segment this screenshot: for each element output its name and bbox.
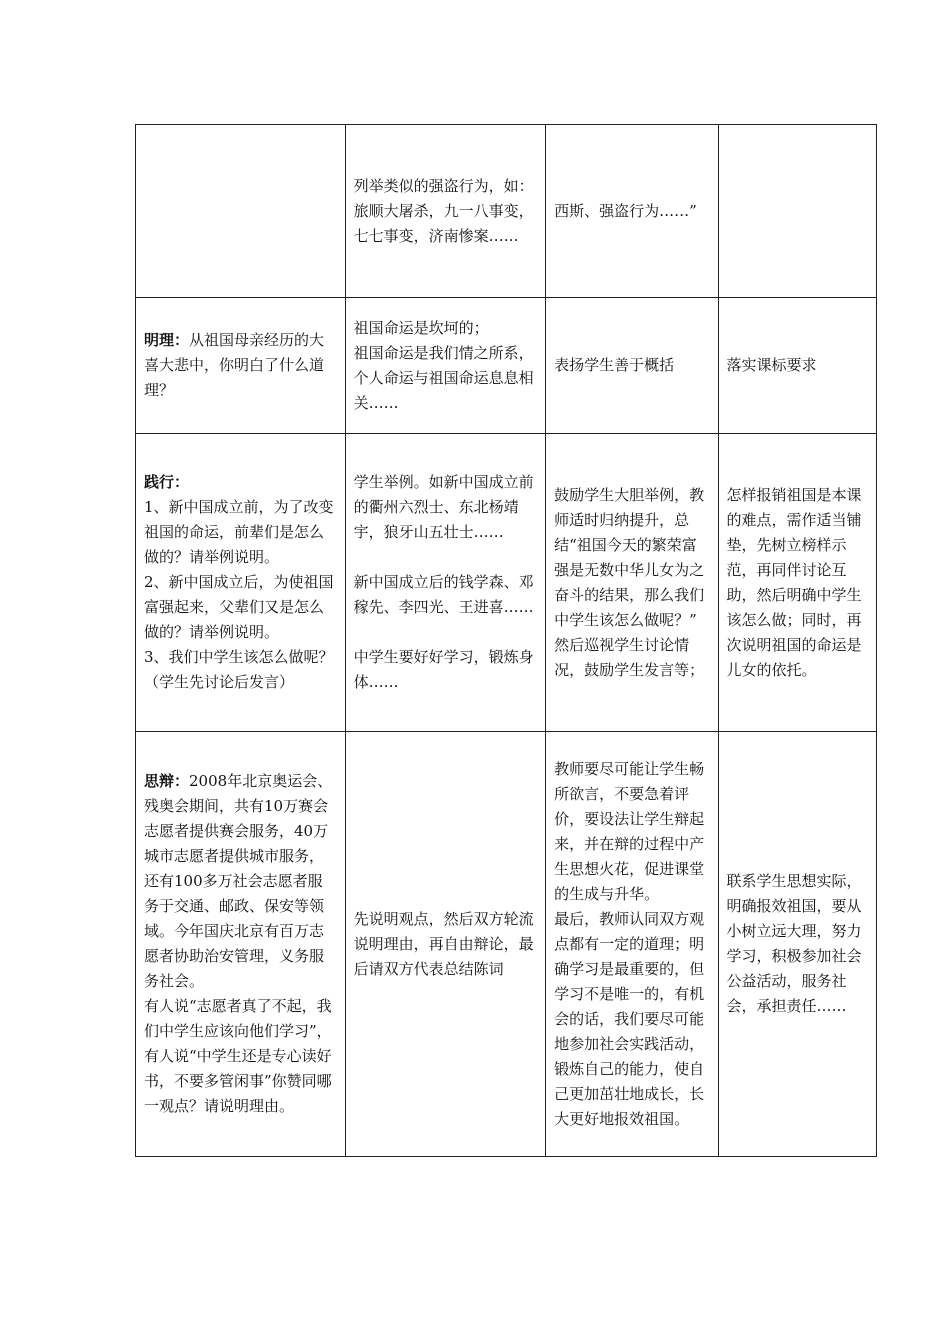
cell-text: 2008年北京奥运会、残奥会期间，共有10万赛会志愿者提供赛会服务，40万城市志愿者提供城市服务，还有100多万社会志愿者服务于交通、邮政、保安等领域。今年国庆北京有百万志愿者协助治安管理，义务服务社会。 <box>144 772 333 990</box>
cell-text: 最后，教师认同双方观点都有一定的道理；明确学习是最重要的，但学习不是唯一的，有机会的话，我们要尽可能地参加社会实践活动，锻炼自己的能力，使自己更加茁壮地成长，长大更好地报效祖国。 <box>554 909 705 1128</box>
cell-design-intent: 联系学生思想实际，明确报效祖国，要从小树立远大理，努力学习，积极参加社会公益活动，服务社会，承担责任…… <box>718 732 876 1157</box>
cell-text: 祖国命运是我们情之所系，个人命运与祖国命运息息相关…… <box>353 343 534 412</box>
cell-student-activity: 先说明观点，然后双方轮流说明理由，再自由辩论，最后请双方代表总结陈词 <box>345 732 546 1157</box>
cell-design-intent: 怎样报销祖国是本课的难点，需作适当铺垫，先树立榜样示范，再同伴讨论互助，然后明确中学生该怎么做；同时，再次说明祖国的命运是儿女的依托。 <box>718 434 876 732</box>
lesson-plan-table <box>135 124 877 1157</box>
cell-text: 从祖国母亲经历的大喜大悲中，你明白了什么道理？ <box>144 331 325 399</box>
cell-text: 3、我们中学生该怎么做呢？（学生先讨论后发言） <box>144 648 334 691</box>
table-row <box>136 434 877 732</box>
cell-student-activity <box>345 298 546 434</box>
cell-design-intent: 落实课标要求 <box>718 298 876 434</box>
cell-student-activity: 列举类似的强盗行为，如：旅顺大屠杀，九一八事变，七七事变，济南惨案…… <box>345 125 546 298</box>
cell-teacher-activity: 表扬学生善于概括 <box>546 298 718 434</box>
section-heading: 明理： <box>144 331 190 349</box>
section-heading: 践行： <box>144 473 190 491</box>
table-row <box>136 298 877 434</box>
cell-text: 1、新中国成立前，为了改变祖国的命运，前辈们是怎么做的？请举例说明。 <box>144 498 334 566</box>
cell-activity <box>136 298 346 434</box>
cell-activity <box>136 732 346 1157</box>
cell-text: 祖国命运是坎坷的； <box>353 318 489 337</box>
cell-activity <box>136 434 346 732</box>
cell-text: 有人说“志愿者真了不起，我们中学生应该向他们学习”，有人说“中学生还是专心读好书，不要多管闲事”你赞同哪一观点？请说明理由。 <box>144 997 332 1115</box>
cell-text: 中学生要好好学习，锻炼身体…… <box>353 648 534 691</box>
section-heading: 思辩： <box>144 772 190 790</box>
cell-text: 教师要尽可能让学生畅所欲言，不要急着评价，要设法让学生辩起来，并在辩的过程中产生思想火花，促进课堂的生成与升华。 <box>554 759 705 903</box>
cell-text <box>144 769 337 994</box>
table-row <box>136 125 877 298</box>
cell-text: 2、新中国成立后，为使祖国富强起来，父辈们又是怎么做的？请举例说明。 <box>144 573 334 641</box>
cell-text: 学生举例。如新中国成立前的衢州六烈士、东北杨靖宇，狼牙山五壮士…… <box>353 473 534 541</box>
cell-student-activity <box>345 434 546 732</box>
cell-text: 然后巡视学生讨论情况，鼓励学生发言等； <box>554 635 705 679</box>
cell-text: 新中国成立后的钱学森、邓稼先、李四光、王进喜…… <box>353 573 534 616</box>
cell-teacher-activity <box>546 434 718 732</box>
cell-activity <box>136 125 346 298</box>
table-row <box>136 732 877 1157</box>
cell-text: 鼓励学生大胆举例，教师适时归纳提升，总结“祖国今天的繁荣富强是无数中华儿女为之奋斗的结果，那么我们中学生该怎么做呢？” <box>554 485 705 629</box>
cell-design-intent <box>718 125 876 298</box>
cell-teacher-activity <box>546 732 718 1157</box>
cell-teacher-activity: 西斯、强盗行为……” <box>546 125 718 298</box>
